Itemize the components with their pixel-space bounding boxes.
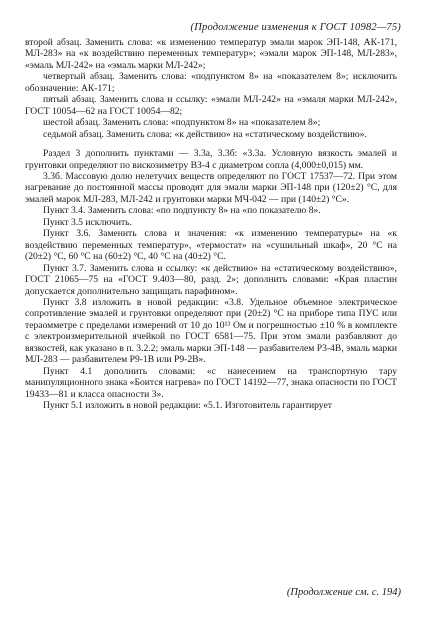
- paragraph-9: Пункт 3.5 исключить.: [43, 216, 132, 228]
- document-body: [25, 37, 397, 412]
- running-header: (Продолжение изменения к ГОСТ 10982—75): [190, 22, 401, 33]
- continuation-note: (Продолжение см. с. 194): [286, 587, 401, 598]
- paragraph-2: четвертый абзац. Заменить слова: «подпунктом 8» на «показателем 8»; исключить обозначение: АК-171;: [25, 71, 397, 94]
- paragraph-1: второй абзац. Заменить слова: «к изменению температур эмали марок ЭП-148, АК-171, МЛ-283» на «к воздействию переменных температур»; «эмали марок ЭП-148, МЛ-283», «эмаль МЛ-242» на «эмаль марки МЛ-242»;: [25, 37, 397, 71]
- paragraph-12: Пункт 3.8 изложить в новой редакции: «3.8. Удельное объемное электрическое сопротивление эмалей и грунтовки определяют при (20±2) °С на приборе типа ПУС или тераомметре с пределами измерений от 10 до 10¹³ Ом и погрешностью ±10 % в комплекте с электроизмерительной ячейкой по ГОСТ 6581—75. При этом эмали разбавляют до вязкостей, как указано в п. 3.2.2; эмаль марки ЭП-148 — разбавителем Р3-4В, эмаль марки МЛ-283 — разбавителем Р9-1В или Р9-2В».: [25, 296, 397, 366]
- paragraph-3: пятый абзац. Заменить слова и ссылку: «эмали МЛ-242» на «эмаля марки МЛ-242», ГОСТ 10054—62 на ГОСТ 10054—82;: [25, 94, 397, 117]
- paragraph-6: Раздел 3 дополнить пунктами — 3.3а, 3.3б: «3.3а. Условную вязкость эмалей и грунтовки определяют по вискозиметру ВЗ-4 с диаметром сопла (4,000±0,015) мм.: [25, 148, 397, 171]
- paragraph-8: Пункт 3.4. Заменить слова: «по подпункту 8» на «по показателю 8».: [43, 205, 321, 217]
- paragraph-5: седьмой абзац. Заменить слова: «к действию» на «статическому воздействию».: [43, 128, 367, 140]
- paragraph-14: Пункт 5.1 изложить в новой редакции: «5.1. Изготовитель гарантирует: [43, 400, 332, 412]
- paragraph-7: 3.3б. Массовую долю нелетучих веществ определяют по ГОСТ 17537—72. При этом нагревание до постоянной массы проводят для эмали марки ЭП-148 при (120±2) °С, для эмалей марок МЛ-283, МЛ-242 и грунтовки марки МЧ-042 — при (140±2) °С».: [25, 170, 397, 205]
- paragraph-4: шестой абзац. Заменить слова: «подпунктом 8» на «показателем 8»;: [43, 117, 321, 129]
- paragraph-11: Пункт 3.7. Заменить слова и ссылку: «к действию» на «статическому воздействию», ГОСТ 21065—75 на «ГОСТ 9.403—80, разд. 2»; дополнить словами: «Края пластин допускается дополнительно защищать парафином».: [25, 262, 397, 297]
- paragraph-10: Пункт 3.6. Заменить слова и значения: «к изменению температуры» на «к воздействию переменных температур», «термостат» на «сушильный шкаф», 20 °С на (20±2) °С, 60 °С на (60±2) °С, 40 °С на (40±2) °С.: [25, 228, 397, 263]
- paragraph-13: Пункт 4.1 дополнить словами: «с нанесением на транспортную тару манипуляционного знака «Боится нагрева» по ГОСТ 14192—77, знака опасности по ГОСТ 19433—81 и класса опасности 3».: [25, 365, 397, 400]
